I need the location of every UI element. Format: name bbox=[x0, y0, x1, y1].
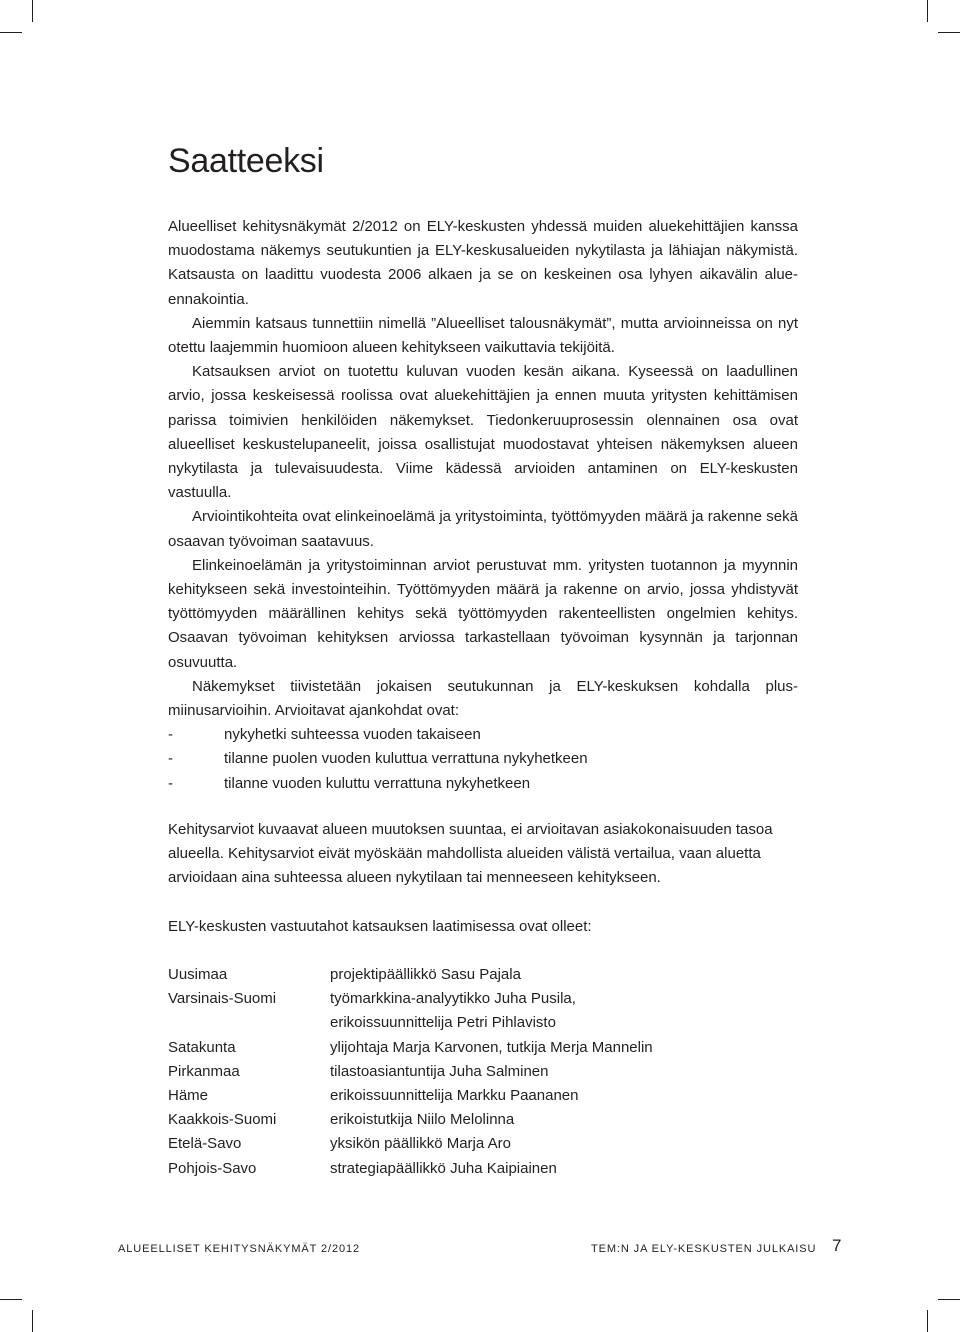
list-marker: - bbox=[168, 750, 173, 768]
crop-mark bbox=[0, 1299, 22, 1300]
contact-people: erikoissuunnittelija Petri Pihlavisto bbox=[330, 1014, 556, 1032]
contact-region: Uusimaa bbox=[168, 966, 228, 983]
paragraph: Kehitysarviot kuvaavat alueen muutoksen suuntaa, ei arvioitavan asiakokonaisuuden tasoa alueella. Kehitysarviot eivät myöskään mahdollista alueiden välistä vertailua, vaan aluetta arvioidaan aina suhteessa alueen nykytilaan tai menneeseen kehitykseen. bbox=[168, 821, 773, 887]
paragraph: ELY-keskusten vastuutahot katsauksen laatimisessa ovat olleet: bbox=[168, 918, 592, 935]
contacts-list bbox=[168, 963, 653, 1181]
crop-mark bbox=[927, 1310, 928, 1332]
paragraph: Aiemmin katsaus tunnettiin nimellä ”Alueelliset talousnäkymät”, mutta arvioinneissa on nyt otettu laajemmin huomioon alueen kehitykseen vaikuttavia tekijöitä. bbox=[168, 314, 798, 357]
list-item-text: nykyhetki suhteessa vuoden takaiseen bbox=[224, 726, 481, 744]
footer-publication-title: ALUEELLISET KEHITYSNÄKYMÄT 2/2012 bbox=[118, 1243, 361, 1255]
contact-row bbox=[168, 963, 653, 987]
paragraph: Elinkeinoelämän ja yritystoiminnan arviot perustuvat mm. yritysten tuotannon ja myynnin kehitykseen sekä investointeihin. Työttömyyden määrä ja rakenne on arvio, jossa yhdistyvät työttömyyden määrällinen kehitys sekä työttömyyden rakenteellisten ongelmien kehitys. Osaavan työvoiman kehityksen arviossa tarkastellaan työvoiman kysynnän ja tarjonnan osuvuutta. bbox=[168, 556, 798, 671]
contact-people: erikoissuunnittelija Markku Paananen bbox=[330, 1087, 579, 1105]
contact-people: erikoistutkija Niilo Melolinna bbox=[330, 1111, 515, 1129]
contact-people: työmarkkina-analyytikko Juha Pusila, bbox=[330, 990, 576, 1008]
contact-region: Häme bbox=[168, 1087, 209, 1105]
intro-text bbox=[168, 215, 798, 796]
list-item-text: tilanne puolen vuoden kuluttua verrattuna nykyhetkeen bbox=[224, 750, 588, 768]
contact-row bbox=[168, 1157, 653, 1181]
contact-region: Varsinais-Suomi bbox=[168, 990, 277, 1008]
contacts-intro bbox=[168, 915, 808, 939]
contact-people: yksikön päällikkö Marja Aro bbox=[330, 1135, 511, 1153]
paragraph: Katsauksen arviot on tuotettu kuluvan vuoden kesän aikana. Kyseessä on laadullinen arvio, jossa keskeisessä roolissa ovat aluekehittäjien ja ennen muuta yritysten kehittämisen parissa toimivien henkilöiden näkemykset. Tiedonkeruuprosessin olennainen osa ovat alueelliset keskustelupaneelit, joissa osallistujat muodostavat yhteisen näkemyksen alueen nykytilasta ja tulevaisuudesta. Viime kädessä arvioiden antaminen on ELY-keskusten vastuulla. bbox=[168, 363, 798, 502]
page-title: Saatteeksi bbox=[168, 142, 324, 180]
list-marker: - bbox=[168, 726, 173, 744]
note-text bbox=[168, 818, 808, 891]
list-item bbox=[168, 772, 798, 796]
contact-region bbox=[168, 1011, 330, 1035]
paragraph: Alueelliset kehitysnäkymät 2/2012 on ELY-keskusten yhdessä muiden aluekehittäjien kanssa muodostama näkemys seutukuntien ja ELY-keskusalueiden nykytilasta ja lähiajan näkymistä. Katsausta on laadittu vuodesta 2006 alkaen ja se on keskeinen osa lyhyen aikavälin alue-ennakointia. bbox=[168, 218, 798, 308]
contact-row bbox=[168, 1060, 653, 1084]
contact-row bbox=[168, 1132, 653, 1156]
list-item-text: tilanne vuoden kuluttu verrattuna nykyhetkeen bbox=[224, 774, 531, 792]
contact-people: projektipäällikkö Sasu Pajala bbox=[330, 966, 521, 983]
contact-region: Kaakkois-Suomi bbox=[168, 1111, 277, 1129]
contact-region: Satakunta bbox=[168, 1038, 236, 1056]
contact-row bbox=[168, 1084, 653, 1108]
crop-mark bbox=[938, 1299, 960, 1300]
crop-mark bbox=[0, 32, 22, 33]
paragraph: Arviointikohteita ovat elinkeinoelämä ja yritystoiminta, työttömyyden määrä ja rakenne sekä osaavan työvoiman saatavuus. bbox=[168, 508, 798, 550]
contact-people: ylijohtaja Marja Karvonen, tutkija Merja Mannelin bbox=[330, 1038, 653, 1056]
page-number: 7 bbox=[832, 1236, 842, 1255]
list-item bbox=[168, 747, 798, 771]
contact-region: Pirkanmaa bbox=[168, 1062, 240, 1080]
list-marker: - bbox=[168, 774, 173, 792]
paragraph: Näkemykset tiivistetään jokaisen seutukunnan ja ELY-keskuksen kohdalla plus-miinusarvioihin. Arvioitavat ajankohdat ovat: bbox=[168, 677, 798, 720]
crop-mark bbox=[32, 1310, 33, 1332]
list-item bbox=[168, 723, 798, 747]
crop-mark bbox=[927, 0, 928, 22]
contact-people: strategiapäällikkö Juha Kaipiainen bbox=[330, 1159, 557, 1177]
contact-row bbox=[168, 1108, 653, 1132]
contact-region: Pohjois-Savo bbox=[168, 1159, 257, 1177]
contact-row bbox=[168, 1011, 653, 1035]
contact-region: Etelä-Savo bbox=[168, 1135, 242, 1153]
footer-publisher: TEM:N JA ELY-KESKUSTEN JULKAISU bbox=[591, 1243, 817, 1255]
crop-mark bbox=[32, 0, 33, 22]
contact-row bbox=[168, 987, 653, 1011]
crop-mark bbox=[938, 32, 960, 33]
time-points-list bbox=[168, 723, 798, 796]
contact-people: tilastoasiantuntija Juha Salminen bbox=[330, 1062, 549, 1080]
contact-row bbox=[168, 1036, 653, 1060]
